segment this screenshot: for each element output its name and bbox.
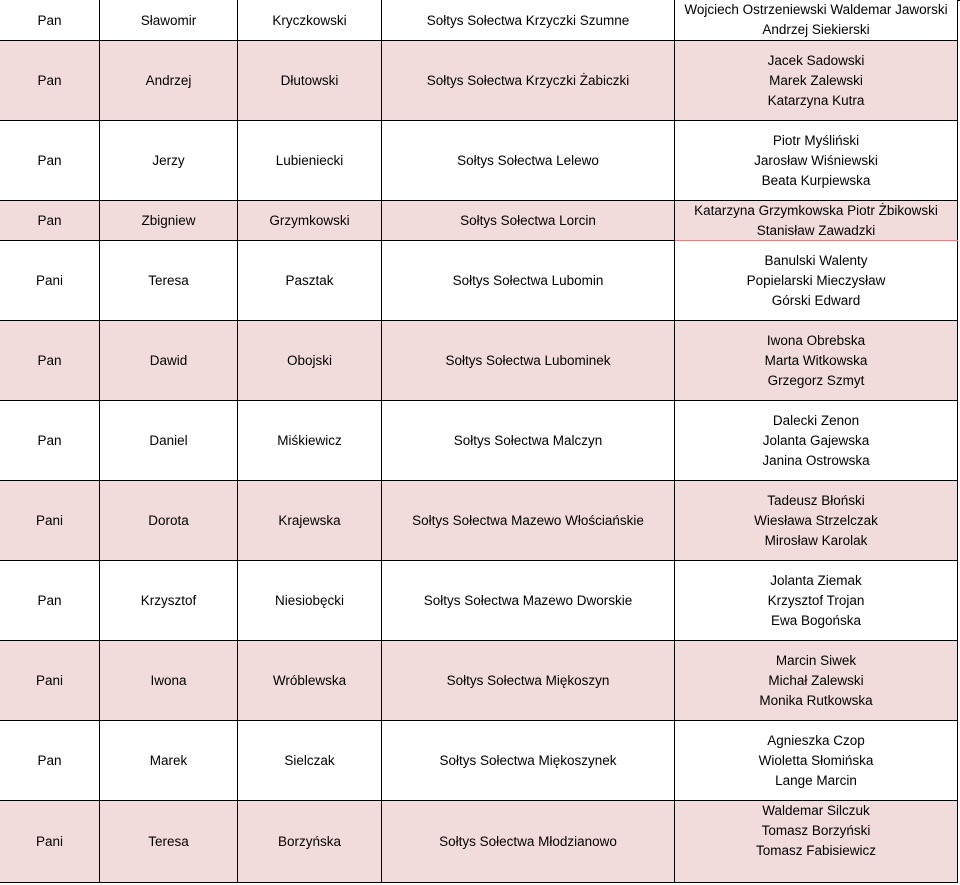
- member-name: Marta Witkowska: [764, 352, 868, 368]
- first-name-cell: Teresa: [100, 241, 238, 321]
- member-name: Górski Edward: [771, 292, 861, 308]
- last-name-cell: Pasztak: [238, 241, 382, 321]
- member-name: Ewa Bogońska: [770, 612, 862, 628]
- table-row: [0, 321, 960, 401]
- last-name-cell: Grzymkowski: [238, 201, 382, 241]
- first-name-cell: Krzysztof: [100, 561, 238, 641]
- member-name: Iwona Obrebska: [766, 332, 866, 348]
- title-cell: Pan: [0, 561, 100, 641]
- member-name: Katarzyna Grzymkowska Piotr Żbikowski: [694, 202, 938, 218]
- last-name-cell: Lubieniecki: [238, 121, 382, 201]
- title-cell: Pan: [0, 41, 100, 121]
- members-cell: [675, 241, 958, 321]
- member-name: Waldemar Silczuk: [762, 803, 870, 818]
- role-cell: Sołtys Sołectwa Miękoszyn: [382, 641, 675, 721]
- member-name: Wioletta Słomińska: [758, 752, 874, 768]
- first-name-cell: Iwona: [100, 641, 238, 721]
- member-name: Stanisław Zawadzki: [756, 222, 876, 238]
- member-name: Monika Rutkowska: [759, 692, 873, 708]
- role-cell: Sołtys Sołectwa Malczyn: [382, 401, 675, 481]
- table-row: [0, 121, 960, 201]
- last-name-cell: Sielczak: [238, 721, 382, 801]
- role-cell: Sołtys Sołectwa Młodzianowo: [382, 801, 675, 883]
- member-name: Beata Kurpiewska: [761, 172, 871, 188]
- member-name: Mirosław Karolak: [764, 532, 868, 548]
- role-cell: Sołtys Sołectwa Lorcin: [382, 201, 675, 241]
- member-name: Jacek Sadowski: [767, 52, 865, 68]
- member-name: Banulski Walenty: [764, 252, 868, 268]
- role-cell: Sołtys Sołectwa Lubomin: [382, 241, 675, 321]
- table-row: [0, 481, 960, 561]
- members-cell: [675, 201, 958, 241]
- member-name: Jolanta Gajewska: [762, 432, 870, 448]
- title-cell: Pan: [0, 121, 100, 201]
- table-row: [0, 201, 960, 241]
- title-cell: Pan: [0, 721, 100, 801]
- member-name: Agnieszka Czop: [767, 732, 865, 748]
- member-name: Jarosław Wiśniewski: [754, 152, 878, 168]
- table-row: [0, 241, 960, 321]
- first-name-cell: Dawid: [100, 321, 238, 401]
- member-name: Katarzyna Kutra: [767, 92, 865, 108]
- table-row: [0, 41, 960, 121]
- member-name: Janina Ostrowska: [762, 452, 870, 468]
- role-cell: Sołtys Sołectwa Krzyczki Żabiczki: [382, 41, 675, 121]
- member-name: Wojciech Ostrzeniewski Waldemar Jaworski: [684, 2, 948, 17]
- last-name-cell: Wróblewska: [238, 641, 382, 721]
- last-name-cell: Kryczkowski: [238, 0, 382, 41]
- first-name-cell: Sławomir: [100, 0, 238, 41]
- members-cell: [675, 481, 958, 561]
- title-cell: Pani: [0, 801, 100, 883]
- member-name: Tomasz Fabisiewicz: [755, 843, 877, 858]
- title-cell: Pan: [0, 0, 100, 41]
- title-cell: Pani: [0, 481, 100, 561]
- last-name-cell: Krajewska: [238, 481, 382, 561]
- members-cell: [675, 401, 958, 481]
- title-cell: Pan: [0, 401, 100, 481]
- member-name: Marcin Siwek: [775, 652, 857, 668]
- table-row: [0, 401, 960, 481]
- first-name-cell: Teresa: [100, 801, 238, 883]
- member-name: Wiesława Strzelczak: [754, 512, 878, 528]
- table-row: [0, 641, 960, 721]
- last-name-cell: Borzyńska: [238, 801, 382, 883]
- members-cell: [675, 121, 958, 201]
- member-name: Lange Marcin: [775, 772, 857, 788]
- member-name: Grzegorz Szmyt: [767, 372, 865, 388]
- role-cell: Sołtys Sołectwa Lubominek: [382, 321, 675, 401]
- first-name-cell: Marek: [100, 721, 238, 801]
- last-name-cell: Obojski: [238, 321, 382, 401]
- last-name-cell: Dłutowski: [238, 41, 382, 121]
- role-cell: Sołtys Sołectwa Lelewo: [382, 121, 675, 201]
- member-name: Andrzej Siekierski: [762, 22, 870, 37]
- members-cell: [675, 801, 958, 883]
- member-name: Krzysztof Trojan: [767, 592, 865, 608]
- member-name: Tadeusz Błoński: [767, 492, 865, 508]
- members-cell: [675, 561, 958, 641]
- member-name: Piotr Myśliński: [772, 132, 860, 148]
- last-name-cell: Miśkiewicz: [238, 401, 382, 481]
- first-name-cell: Zbigniew: [100, 201, 238, 241]
- table-row: [0, 561, 960, 641]
- member-name: Michał Zalewski: [768, 672, 864, 688]
- member-name: Popielarski Mieczysław: [746, 272, 886, 288]
- members-cell: [675, 321, 958, 401]
- first-name-cell: Jerzy: [100, 121, 238, 201]
- first-name-cell: Andrzej: [100, 41, 238, 121]
- title-cell: Pani: [0, 641, 100, 721]
- table-row: [0, 721, 960, 801]
- title-cell: Pani: [0, 241, 100, 321]
- last-name-cell: Niesiobęcki: [238, 561, 382, 641]
- member-name: Dalecki Zenon: [772, 412, 860, 428]
- role-cell: Sołtys Sołectwa Krzyczki Szumne: [382, 0, 675, 41]
- members-cell: [675, 41, 958, 121]
- first-name-cell: Dorota: [100, 481, 238, 561]
- member-name: Marek Zalewski: [769, 72, 863, 88]
- members-cell: [675, 721, 958, 801]
- title-cell: Pan: [0, 321, 100, 401]
- members-cell: [675, 0, 958, 41]
- highlight-border: [675, 240, 958, 241]
- title-cell: Pan: [0, 201, 100, 241]
- members-cell: [675, 641, 958, 721]
- first-name-cell: Daniel: [100, 401, 238, 481]
- role-cell: Sołtys Sołectwa Mazewo Włościańskie: [382, 481, 675, 561]
- table-row: [0, 0, 960, 41]
- table-row: [0, 801, 960, 883]
- member-name: Tomasz Borzyński: [761, 823, 871, 838]
- member-name: Jolanta Ziemak: [770, 572, 862, 588]
- role-cell: Sołtys Sołectwa Miękoszynek: [382, 721, 675, 801]
- role-cell: Sołtys Sołectwa Mazewo Dworskie: [382, 561, 675, 641]
